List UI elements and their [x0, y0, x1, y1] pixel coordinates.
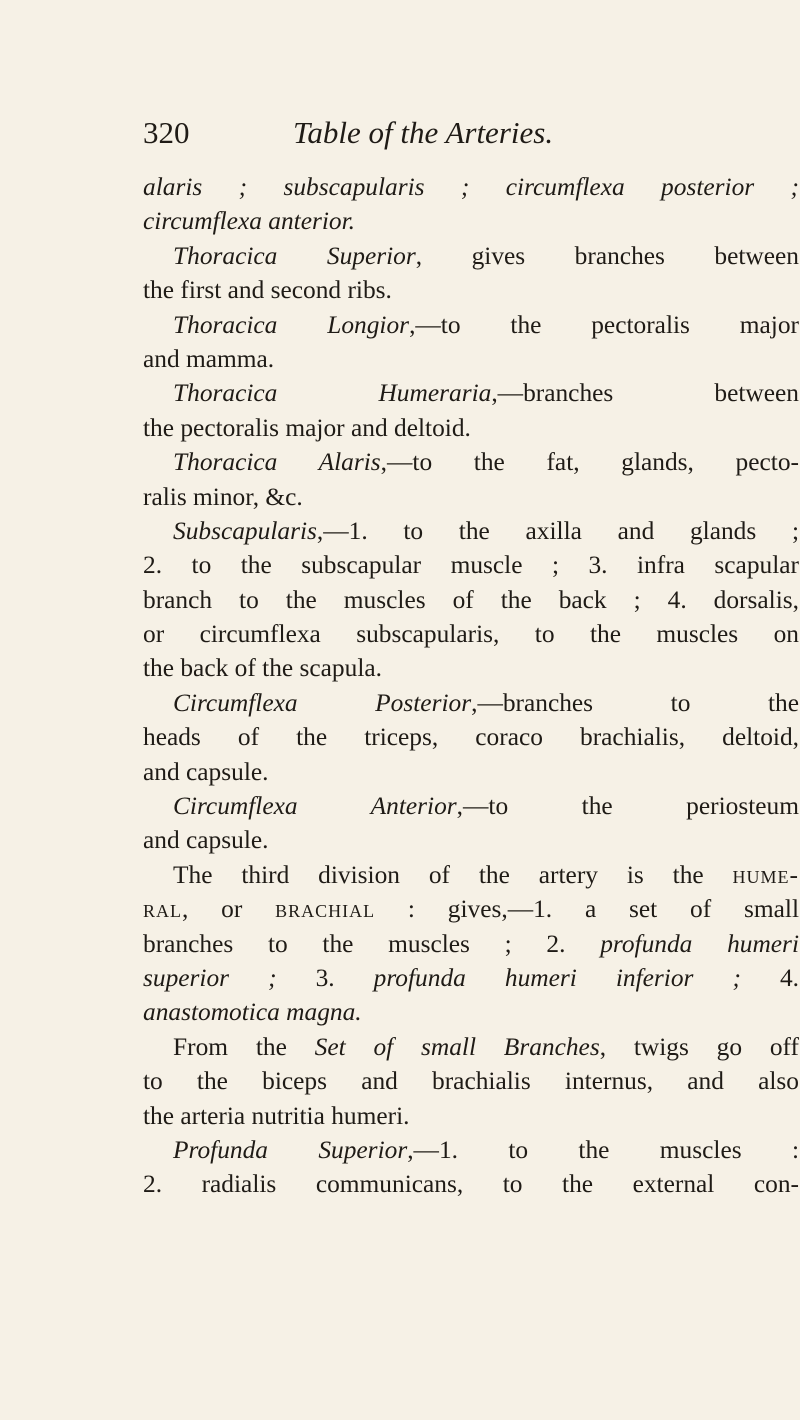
italic-text: Set of small Branches — [314, 1032, 600, 1061]
text-line — [143, 995, 799, 1029]
italic-text: profunda humeri inferior ; — [373, 963, 741, 992]
text-line — [143, 445, 799, 479]
text-line — [143, 239, 799, 273]
text-line — [143, 308, 799, 342]
text-line — [143, 204, 799, 238]
text-line — [143, 376, 799, 410]
text-line — [143, 548, 799, 582]
text-line — [143, 892, 799, 926]
text-line — [143, 823, 799, 857]
text-line — [143, 1064, 799, 1098]
text-segment: The third division of the artery is the — [173, 860, 733, 889]
italic-text: Thoracica Superior — [173, 241, 416, 270]
text-segment: , or — [182, 895, 276, 924]
text-segment: , gives branches between — [415, 241, 800, 270]
text-segment: ,—1. to the axilla and glands ; — [316, 516, 799, 545]
text-segment: From the — [173, 1032, 315, 1061]
body-text — [143, 170, 799, 1202]
text-segment: ,—to the fat, glands, pecto- — [380, 448, 799, 477]
italic-text: circumflexa anterior. — [143, 207, 356, 236]
text-segment: heads of the triceps, coraco brachialis, deltoid, — [143, 723, 799, 752]
italic-text: Subscapularis — [173, 516, 317, 545]
text-line — [143, 617, 799, 651]
text-line — [143, 686, 799, 720]
text-segment: the pectoralis major and deltoid. — [143, 413, 471, 442]
text-segment: the arteria nutritia humeri. — [143, 1101, 410, 1130]
small-caps-text: ral — [143, 895, 182, 924]
text-segment: 2. to the subscapular muscle ; 3. infra scapular — [143, 551, 799, 580]
text-segment: and capsule. — [143, 757, 269, 786]
text-segment: 2. radialis communicans, to the external con- — [143, 1170, 799, 1199]
text-line — [143, 1167, 799, 1201]
italic-text: Circumflexa Anterior — [173, 792, 457, 821]
italic-text: profunda humeri — [600, 929, 799, 958]
text-segment: ,—1. to the muscles : — [407, 1135, 799, 1164]
italic-text: Thoracica Humeraria — [173, 379, 492, 408]
text-line — [143, 927, 799, 961]
text-line — [143, 789, 799, 823]
text-line — [143, 480, 799, 514]
text-segment: 3. — [276, 963, 374, 992]
italic-text: anastomotica magna. — [143, 998, 362, 1027]
text-segment: and mamma. — [143, 344, 275, 373]
text-line — [143, 583, 799, 617]
text-line — [143, 961, 799, 995]
running-title: Table of the Arteries. — [293, 115, 554, 150]
text-segment: ,—branches between — [491, 379, 799, 408]
text-segment: and capsule. — [143, 826, 269, 855]
text-line — [143, 170, 799, 204]
italic-text: Thoracica Alaris — [173, 448, 381, 477]
text-segment: ,—to the pectoralis major — [409, 310, 800, 339]
text-line — [143, 1030, 799, 1064]
italic-text: Circumflexa Posterior — [173, 688, 472, 717]
text-segment: 4. — [740, 963, 799, 992]
text-segment: ,—branches to the — [471, 688, 800, 717]
page-number: 320 — [143, 115, 190, 150]
text-segment: ,—to the periosteum — [456, 792, 799, 821]
text-line — [143, 514, 799, 548]
text-line — [143, 411, 799, 445]
text-line — [143, 1133, 799, 1167]
text-line — [143, 1099, 799, 1133]
running-header — [143, 113, 663, 153]
italic-text: Profunda Superior — [173, 1135, 408, 1164]
text-segment: branch to the muscles of the back ; 4. dorsalis, — [143, 585, 799, 614]
text-segment: ralis minor, &c. — [143, 482, 303, 511]
text-segment: : gives,—1. a set of small — [375, 895, 799, 924]
italic-text: superior ; — [143, 963, 277, 992]
italic-text: alaris ; subscapularis ; circumflexa posterior ; — [143, 173, 799, 201]
text-line — [143, 755, 799, 789]
italic-text: Thoracica Longior — [173, 310, 410, 339]
text-line — [143, 720, 799, 754]
small-caps-text: brachial — [275, 895, 376, 924]
text-segment: or circumflexa subscapularis, to the muscles on — [143, 620, 799, 649]
text-line — [143, 651, 799, 685]
text-segment: branches to the muscles ; 2. — [143, 929, 601, 958]
text-segment: , twigs go off — [599, 1032, 800, 1061]
text-line — [143, 273, 799, 307]
text-segment: the back of the scapula. — [143, 654, 382, 683]
text-segment: to the biceps and brachialis internus, and also — [143, 1067, 799, 1096]
text-segment: the first and second ribs. — [143, 276, 392, 305]
small-caps-text: hume- — [732, 860, 799, 889]
text-line — [143, 858, 799, 892]
text-line — [143, 342, 799, 376]
